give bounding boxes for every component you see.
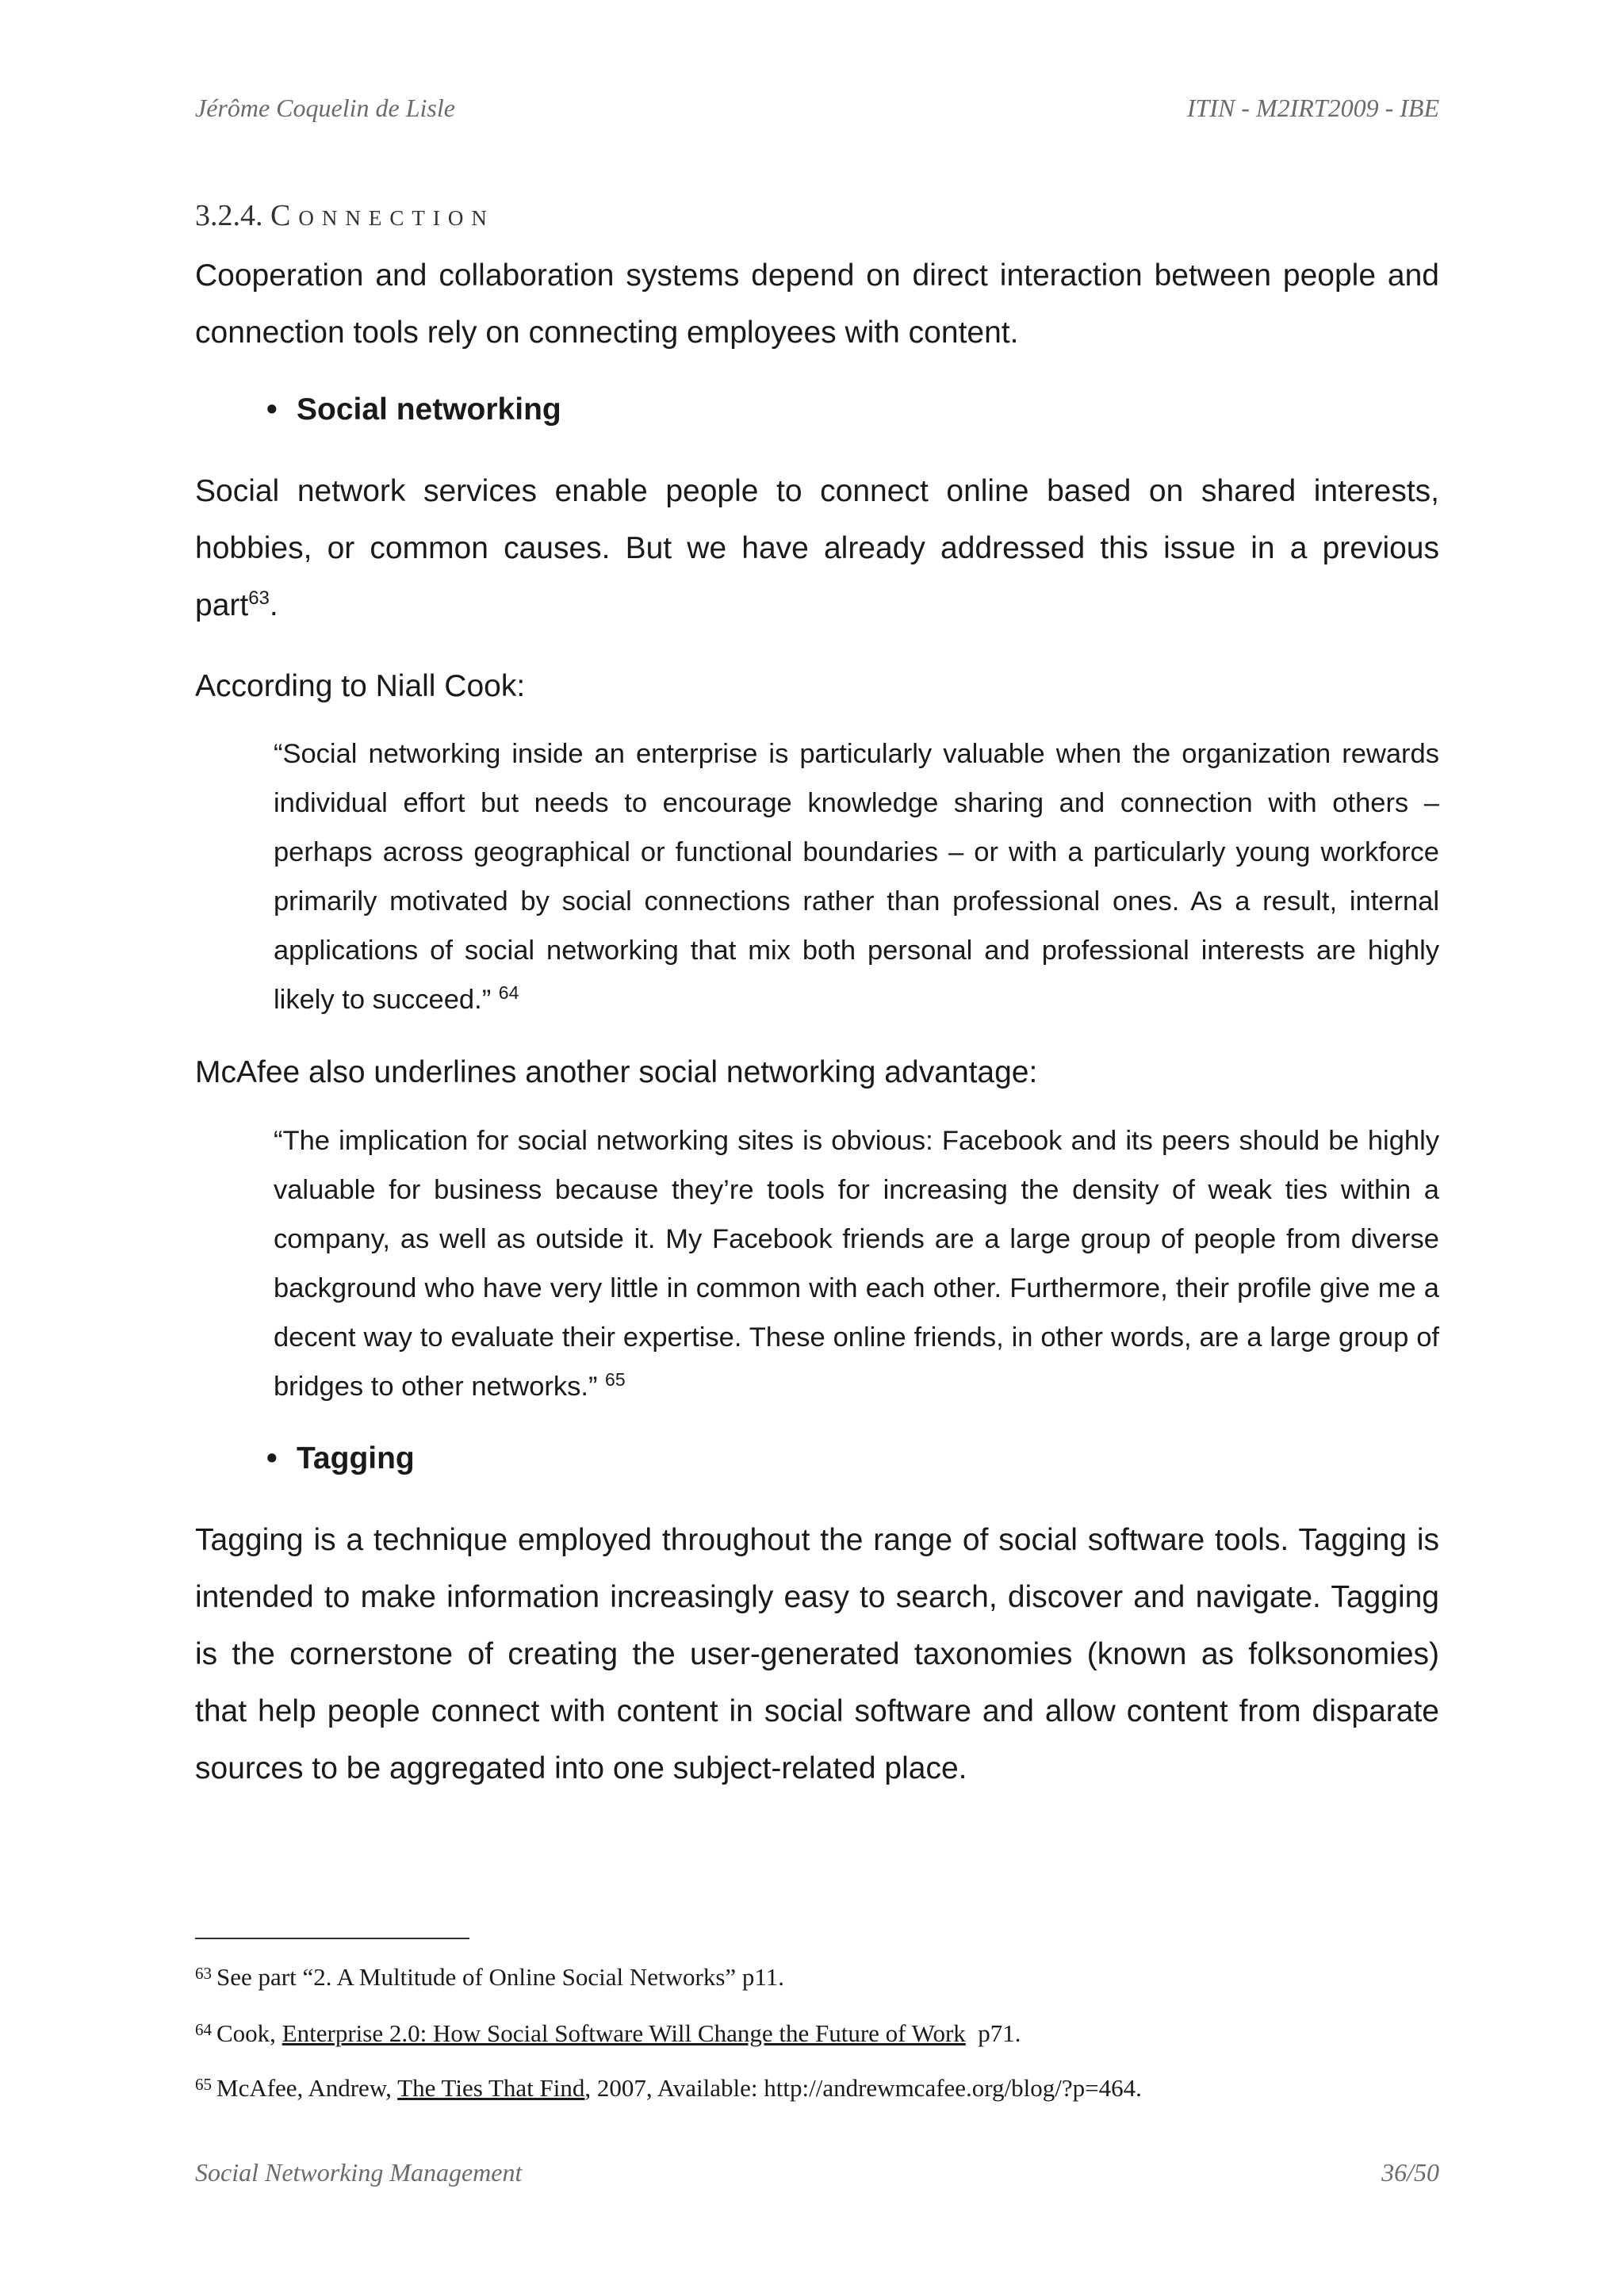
- footnote-text-end: p71.: [965, 2019, 1021, 2047]
- bullet-social-networking: [266, 389, 561, 430]
- mcafee-quote-text: “The implication for social networking sites is obvious: Facebook and its peers should be highly valuable for business because they’re tools for increasing the density of weak ties within a company, as well as outside it. My Facebook friends are a large group of people from diverse background who have very little in common with each other. Furthermore, their profile give me a decent way to evaluate their expertise. These online friends, in other words, are a large group of bridges to other networks.”: [274, 1126, 1439, 1402]
- bullet-dot-icon: •: [266, 1441, 278, 1475]
- social-paragraph-text: Social network services enable people to connect online based on shared interests, hobbies, or common causes. But we have already addressed this issue in a previous part: [195, 474, 1439, 622]
- header-course: ITIN - M2IRT2009 - IBE: [1186, 94, 1439, 122]
- mcafee-quote: [274, 1116, 1439, 1411]
- footnote-65: [195, 2074, 1439, 2103]
- footnote-ref-65[interactable]: 65: [605, 1369, 626, 1390]
- footer-doc-title: Social Networking Management: [195, 2158, 523, 2187]
- footnote-article-title: The Ties That Find: [397, 2074, 585, 2102]
- footer-page-number: 36/50: [1381, 2158, 1439, 2187]
- mcafee-lead: McAfee also underlines another social networking advantage:: [195, 1055, 1038, 1089]
- footnote-text: McAfee, Andrew,: [216, 2074, 398, 2102]
- page-footer: [195, 2158, 1439, 2187]
- footnote-63: [195, 1963, 1439, 1992]
- tagging-paragraph: Tagging is a technique employed throughout the range of social software tools. Tagging is intended to make information increasingly easy to search, discover and navigate. Tagging is the cornerstone of creating the user-generated taxonomies (known as folksonomies) that help people connect with content in social software and allow content from disparate sources to be aggregated into one subject-related place.: [195, 1523, 1439, 1785]
- footnote-number: 63: [195, 1964, 212, 1983]
- social-paragraph: [195, 463, 1439, 634]
- intro-paragraph: Cooperation and collaboration systems depend on direct interaction between people and connection tools rely on connecting employees with content.: [195, 258, 1439, 350]
- cook-lead: According to Niall Cook:: [195, 669, 526, 703]
- footnote-number: 64: [195, 2020, 212, 2039]
- social-paragraph-end: .: [269, 588, 278, 622]
- section-title: Connection: [270, 199, 495, 232]
- cook-quote: [274, 729, 1439, 1024]
- section-number: 3.2.4.: [195, 199, 263, 232]
- footnote-divider: [195, 1938, 469, 1939]
- footnote-text: Cook,: [216, 2019, 282, 2047]
- footnote-ref-63[interactable]: 63: [248, 587, 270, 609]
- footnote-ref-64[interactable]: 64: [498, 982, 519, 1003]
- bullet-dot-icon: •: [266, 392, 278, 427]
- section-heading: [195, 198, 495, 233]
- footnote-number: 65: [195, 2075, 212, 2094]
- cook-quote-text: “Social networking inside an enterprise is particularly valuable when the organization rewards individual effort but needs to encourage knowledge sharing and connection with others – perhaps across geographical or functional boundaries – or with a particularly young workforce primarily motivated by social connections rather than professional ones. As a result, internal applications of social networking that mix both personal and professional interests are highly likely to succeed.”: [274, 739, 1439, 1015]
- footnote-64: [195, 2019, 1439, 2048]
- footnote-book-title: Enterprise 2.0: How Social Software Will Change the Future of Work: [282, 2019, 966, 2047]
- bullet-tagging: [266, 1438, 415, 1479]
- footnote-text-end: , 2007, Available: http://andrewmcafee.org/blog/?p=464.: [584, 2074, 1142, 2102]
- bullet-label: Tagging: [297, 1441, 415, 1475]
- bullet-label: Social networking: [297, 392, 561, 427]
- footnote-text: See part “2. A Multitude of Online Social Networks” p11.: [216, 1963, 785, 1991]
- header-author: Jérôme Coquelin de Lisle: [195, 94, 455, 122]
- page-header: [195, 94, 1439, 123]
